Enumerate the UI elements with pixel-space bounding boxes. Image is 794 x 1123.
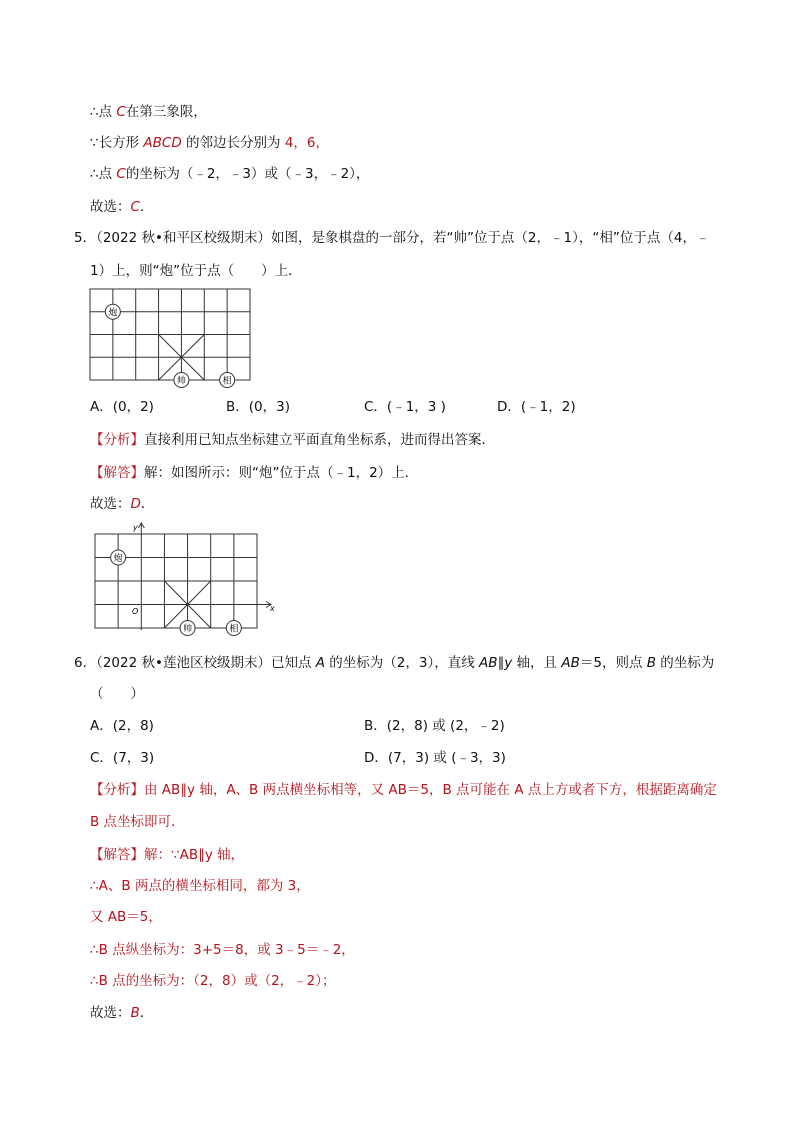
piece-shuai — [174, 373, 189, 388]
option-b[interactable]: B．(2，8) 或 (2，﹣2) — [364, 718, 505, 734]
text: 的坐标为 — [656, 655, 715, 671]
analysis-tag: 【分析】 — [90, 432, 144, 448]
answer-label: 故选： — [90, 1005, 131, 1021]
segment-label: AB — [561, 655, 580, 671]
point-label: C — [116, 166, 126, 182]
svg-text:炮: 炮 — [108, 308, 118, 319]
question-5-line1: 5．（2022 秋•和平区校级期末）如图，是象棋盘的一部分，若“帅”位于点（2，﹣1），“相”位于点（4，﹣ — [74, 230, 710, 246]
analysis-line — [90, 780, 717, 800]
piece-pao — [111, 550, 126, 565]
solution-line — [90, 164, 369, 184]
question-5-line2: 1）上，则“炮”位于点（ ）上． — [90, 263, 302, 279]
option-b[interactable]: B．(0，3) — [226, 399, 290, 415]
analysis-line-2: B 点坐标即可． — [90, 814, 185, 830]
piece-shuai — [180, 621, 195, 636]
svg-text:炮: 炮 — [113, 554, 123, 564]
solution-step: 又 AB＝5， — [90, 909, 162, 925]
solution-text: 解：如图所示：则“炮”位于点（﹣1，2）上． — [144, 465, 419, 481]
solution-step: ∴B 点的坐标为：（2，8）或（2，﹣2）； — [90, 973, 336, 989]
option-d[interactable]: D．(﹣1，2) — [497, 399, 576, 415]
segment-label: AB — [479, 655, 498, 671]
y-axis — [138, 523, 144, 630]
analysis-text: 由 AB∥y 轴，A、B 两点横坐标相等，又 AB＝5，B 点可能在 A 点上方或者下方，根据距离确定 — [144, 782, 717, 798]
piece-xiang — [220, 373, 235, 388]
coordinate-chessboard-figure — [90, 518, 280, 636]
text: ∴点 — [90, 166, 117, 182]
option-c[interactable]: C．(﹣1，3 ) — [364, 399, 446, 415]
axis-label: y — [504, 655, 513, 671]
svg-text:相: 相 — [229, 624, 239, 635]
solution-line — [90, 133, 329, 153]
chessboard-figure — [86, 284, 256, 390]
option-a[interactable]: A．(0，2) — [90, 399, 154, 415]
origin-label: O — [132, 607, 139, 616]
text: ＝5，则点 — [579, 655, 647, 671]
text: ∵长方形 — [90, 135, 144, 151]
point-label: B — [646, 655, 657, 671]
text: 的坐标为（﹣2，﹣3）或（﹣3，﹣2）， — [125, 166, 370, 182]
answer-line — [90, 494, 154, 514]
piece-pao — [105, 304, 120, 319]
x-axis — [95, 602, 271, 608]
piece-xiang — [226, 621, 241, 636]
axis-y-label: y — [133, 523, 138, 532]
option-d[interactable]: D．(7，3) 或 (﹣3，3) — [364, 750, 506, 766]
solution-text: 解：∵AB∥y 轴， — [144, 847, 245, 863]
svg-text:相: 相 — [222, 376, 232, 387]
answer-value: C — [130, 199, 140, 215]
text: 轴，且 — [512, 655, 562, 671]
text: ． — [140, 496, 155, 512]
text: ． — [139, 199, 154, 215]
parallel-symbol: ∥ — [497, 655, 505, 671]
solution-tag: 【解答】 — [90, 465, 144, 481]
svg-text:帅: 帅 — [176, 376, 186, 387]
analysis-line — [90, 430, 495, 450]
solution-line — [90, 102, 207, 122]
text: 的邻边长分别为 — [181, 135, 285, 151]
text: ． — [139, 1005, 154, 1021]
solution-line — [90, 845, 244, 865]
question-6-line2: （ ） — [90, 686, 144, 702]
option-a[interactable]: A．(2，8) — [90, 718, 154, 734]
point-label: A — [315, 655, 325, 671]
analysis-tag: 【分析】 — [90, 782, 144, 798]
point-label: C — [116, 104, 126, 120]
option-c[interactable]: C．(7，3) — [90, 750, 155, 766]
solution-step: ∴B 点纵坐标为：3+5＝8，或 3﹣5＝﹣2， — [90, 942, 355, 958]
solution-tag: 【解答】 — [90, 847, 144, 863]
text: 在第三象限， — [125, 104, 207, 120]
text: 6．（2022 秋•莲池区校级期末）已知点 — [74, 655, 316, 671]
answer-value: D — [130, 496, 141, 512]
answer-line — [90, 197, 153, 217]
solution-line — [90, 463, 418, 483]
values: 4，6， — [284, 135, 329, 151]
question-6-line1 — [74, 653, 714, 673]
text: ∴点 — [90, 104, 117, 120]
analysis-text: 直接利用已知点坐标建立平面直角坐标系，进而得出答案． — [144, 432, 495, 448]
text: 的坐标为（2，3），直线 — [325, 655, 480, 671]
axis-x-label: x — [270, 604, 275, 613]
answer-label: 故选： — [90, 199, 131, 215]
svg-text:帅: 帅 — [183, 624, 193, 635]
shape-label: ABCD — [143, 135, 182, 151]
solution-step: ∴A、B 两点的横坐标相同，都为 3， — [90, 878, 310, 894]
answer-value: B — [130, 1005, 140, 1021]
answer-line — [90, 1003, 153, 1023]
answer-label: 故选： — [90, 496, 131, 512]
